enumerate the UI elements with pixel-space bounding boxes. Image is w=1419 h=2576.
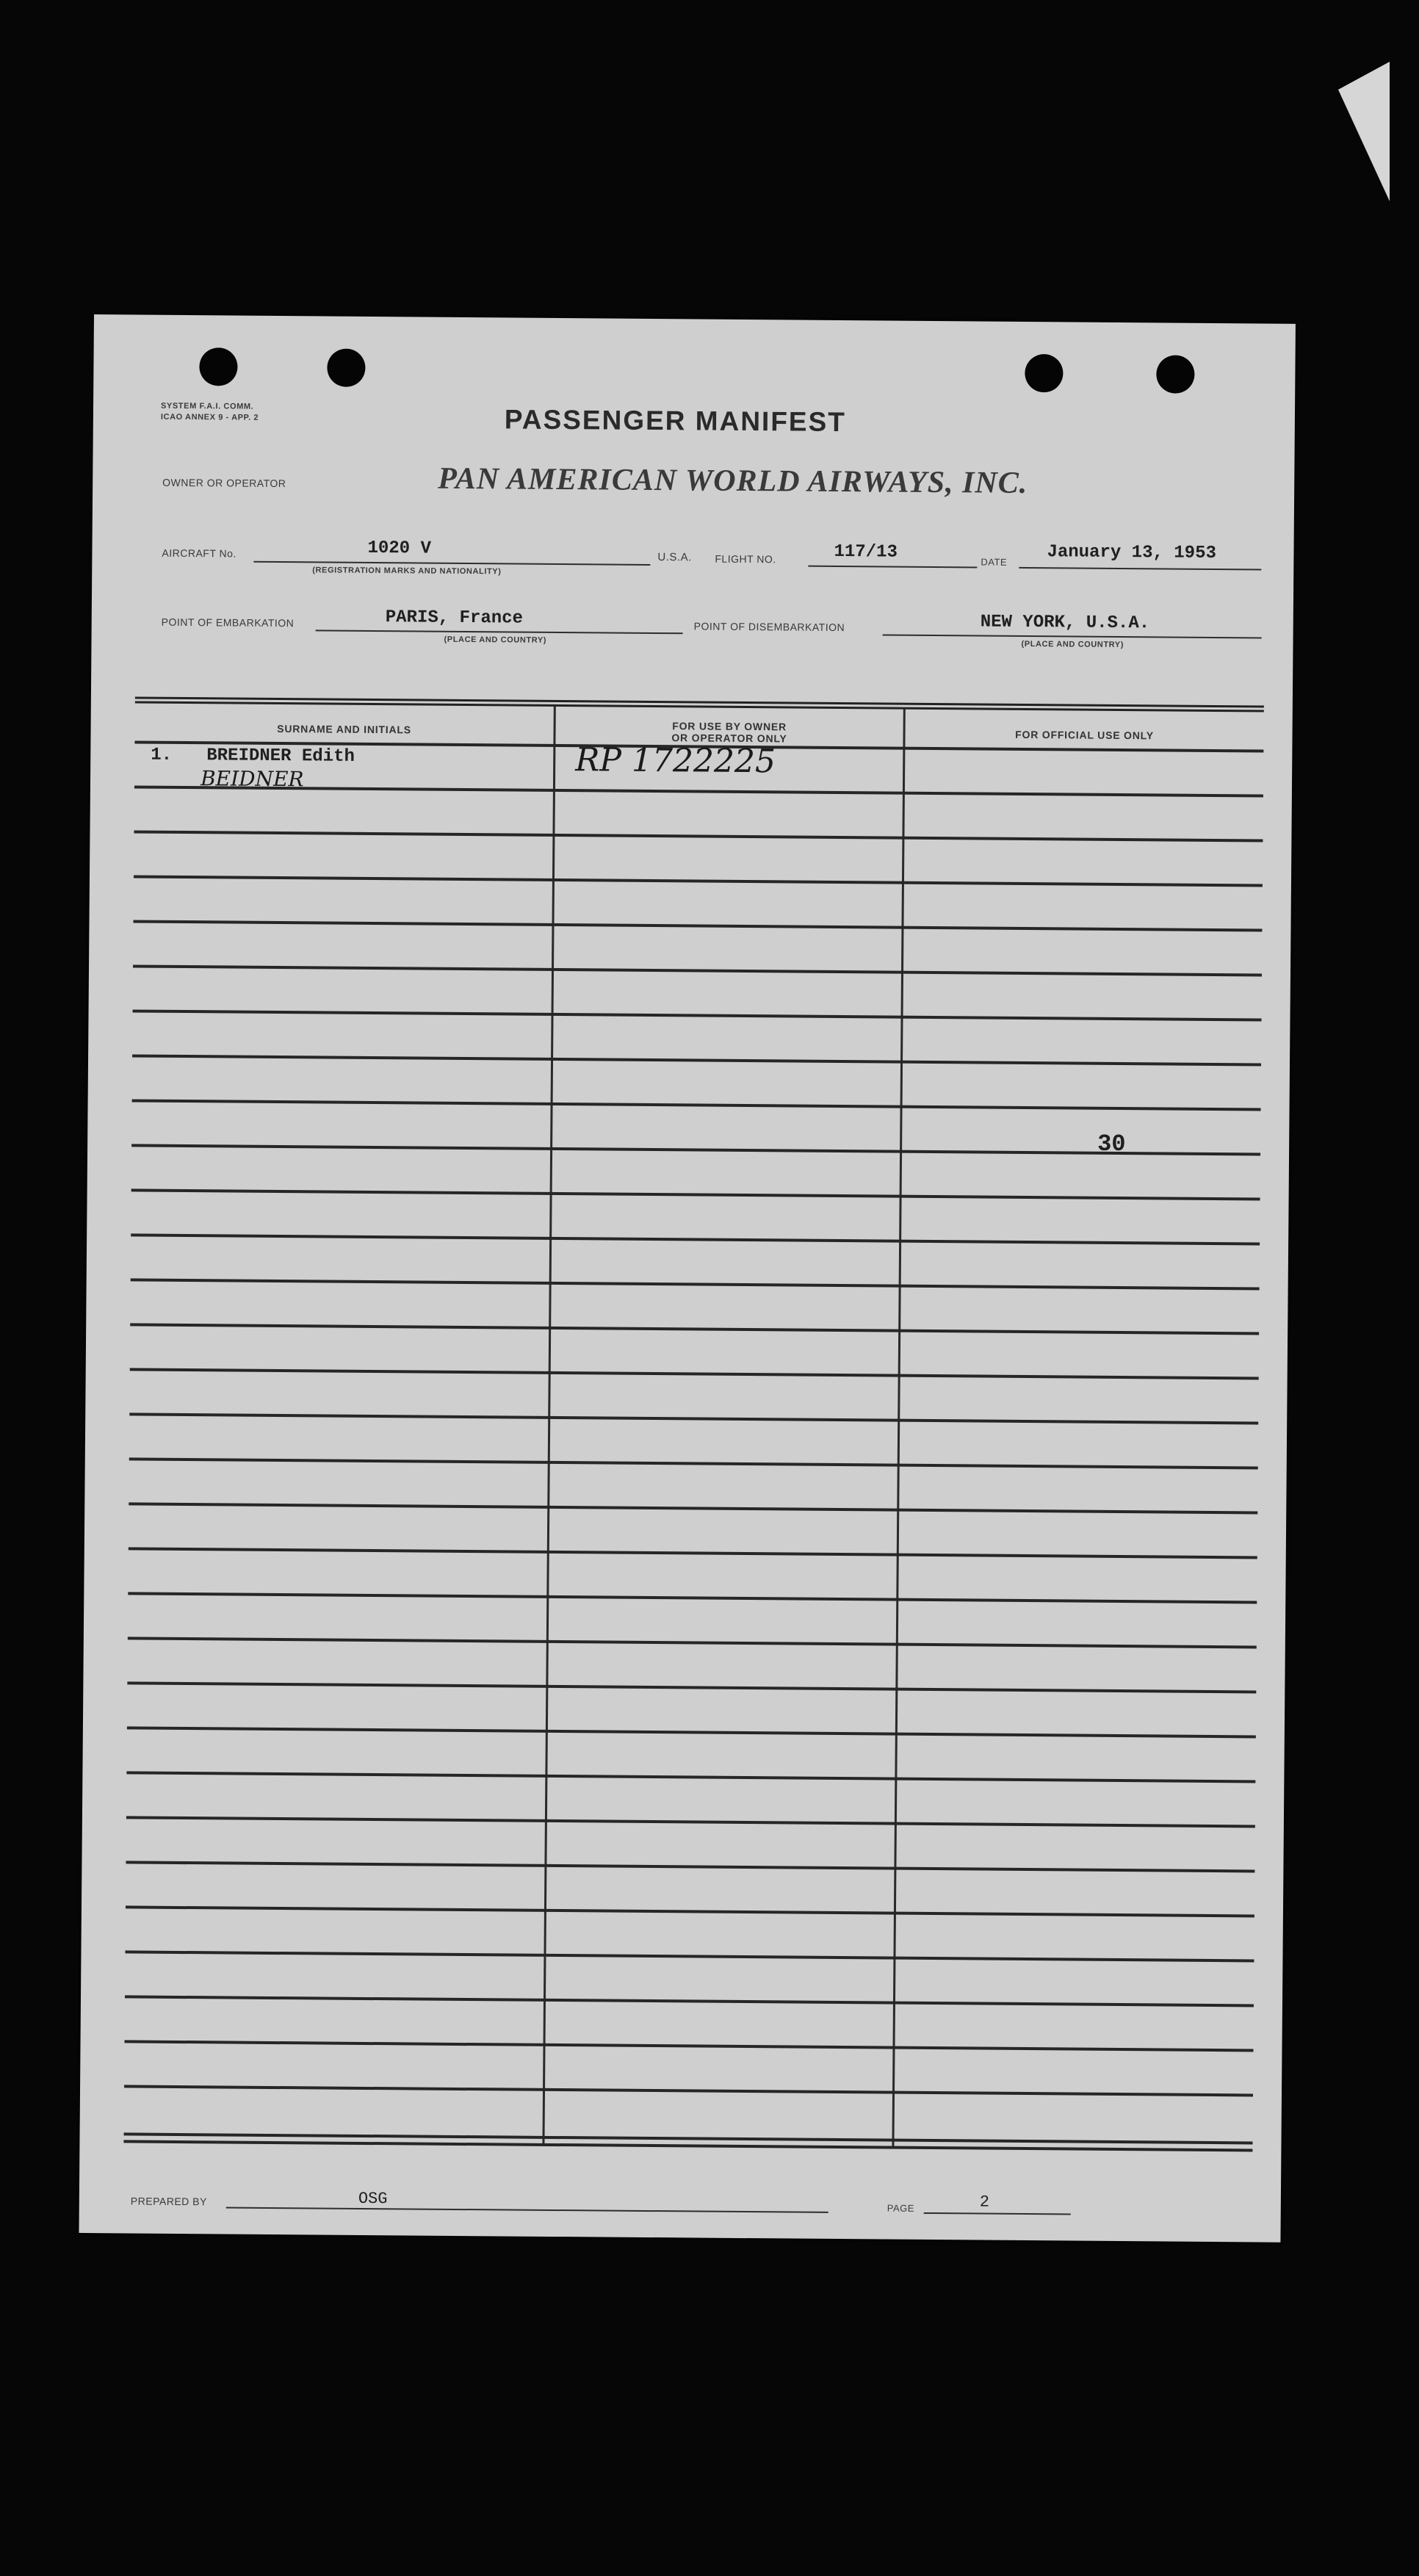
row-rule bbox=[126, 1905, 1254, 1917]
row-rule bbox=[129, 1457, 1258, 1469]
operator-name: PAN AMERICAN WORLD AIRWAYS, INC. bbox=[438, 461, 1028, 500]
flight-value: 117/13 bbox=[834, 541, 898, 563]
punch-hole bbox=[1156, 355, 1194, 393]
row-rule bbox=[126, 1861, 1254, 1872]
prepared-by-value: OSG bbox=[358, 2189, 388, 2209]
row-rule bbox=[132, 1054, 1261, 1066]
page-title: PASSENGER MANIFEST bbox=[504, 404, 847, 438]
col-header-official: FOR OFFICIAL USE ONLY bbox=[1015, 728, 1154, 742]
embark-value: PARIS, France bbox=[385, 607, 524, 629]
row-rule bbox=[133, 920, 1262, 931]
row-rule bbox=[133, 964, 1262, 976]
row-rule bbox=[134, 875, 1263, 887]
column-divider bbox=[542, 706, 555, 2146]
aircraft-underline bbox=[253, 561, 650, 566]
row-rule bbox=[130, 1323, 1259, 1335]
punch-hole bbox=[199, 347, 237, 386]
row-rule bbox=[124, 2085, 1253, 2096]
row-rule bbox=[127, 1726, 1256, 1738]
disembark-sub: (PLACE AND COUNTRY) bbox=[1021, 639, 1124, 650]
passenger-name-correction: BEIDNER bbox=[200, 766, 304, 792]
row-rule bbox=[134, 830, 1263, 842]
row-rule bbox=[125, 1995, 1254, 2007]
row-rule bbox=[131, 1144, 1260, 1155]
row-rule bbox=[126, 1771, 1255, 1783]
punch-hole bbox=[1025, 354, 1063, 392]
date-underline bbox=[1019, 567, 1261, 571]
form-code-line2: ICAO ANNEX 9 - APP. 2 bbox=[160, 412, 259, 422]
row-rule bbox=[131, 1278, 1260, 1290]
col-header-surname: SURNAME AND INITIALS bbox=[277, 722, 411, 736]
row-rule bbox=[130, 1368, 1259, 1379]
row-rule bbox=[128, 1637, 1257, 1648]
passenger-table bbox=[123, 696, 1263, 2156]
passenger-name: BREIDNER Edith bbox=[206, 746, 355, 767]
embark-label: POINT OF EMBARKATION bbox=[161, 616, 295, 629]
row-rule bbox=[132, 1099, 1261, 1111]
row-rule bbox=[129, 1502, 1257, 1514]
column-divider bbox=[892, 709, 905, 2149]
usa-label: U.S.A. bbox=[657, 551, 692, 564]
punch-hole bbox=[327, 348, 365, 386]
row-rule bbox=[125, 2040, 1254, 2052]
flight-underline bbox=[808, 566, 977, 569]
operator-note: RP 1722225 bbox=[575, 741, 776, 781]
page-label: PAGE bbox=[887, 2202, 915, 2214]
aircraft-value: 1020 V bbox=[367, 538, 432, 559]
row-rule bbox=[129, 1547, 1257, 1559]
disembark-label: POINT OF DISEMBARKATION bbox=[693, 620, 845, 634]
row-rule bbox=[127, 1681, 1256, 1693]
prepared-by-label: PREPARED BY bbox=[130, 2195, 207, 2208]
prepared-by-underline bbox=[226, 2207, 828, 2212]
page-underline bbox=[924, 2212, 1071, 2215]
aircraft-label: AIRCRAFT No. bbox=[162, 546, 236, 560]
disembark-underline bbox=[883, 634, 1262, 638]
owner-label: OWNER OR OPERATOR bbox=[162, 476, 286, 490]
embark-underline bbox=[316, 629, 683, 634]
row-number: 1. bbox=[151, 745, 173, 765]
official-mark: 30 bbox=[1097, 1130, 1126, 1158]
form-code-line1: SYSTEM F.A.I. COMM. bbox=[160, 401, 254, 411]
row-rule bbox=[131, 1233, 1260, 1245]
disembark-value: NEW YORK, U.S.A. bbox=[980, 612, 1150, 634]
embark-sub: (PLACE AND COUNTRY) bbox=[444, 635, 547, 645]
row-rule bbox=[129, 1413, 1258, 1424]
date-label: DATE bbox=[981, 556, 1008, 568]
col-header-operator: FOR USE BY OWNER OR OPERATOR ONLY bbox=[671, 720, 787, 745]
manifest-sheet bbox=[79, 314, 1295, 2243]
date-value: January 13, 1953 bbox=[1047, 542, 1217, 564]
row-rule bbox=[128, 1592, 1257, 1603]
row-rule bbox=[133, 1009, 1262, 1021]
aircraft-sub: (REGISTRATION MARKS AND NATIONALITY) bbox=[312, 566, 502, 577]
row-rule bbox=[131, 1188, 1260, 1200]
page-number: 2 bbox=[979, 2193, 990, 2212]
flight-label: FLIGHT NO. bbox=[715, 552, 776, 566]
row-rule bbox=[125, 1950, 1254, 1962]
row-rule bbox=[126, 1816, 1255, 1828]
page-corner-tab bbox=[1338, 62, 1390, 201]
